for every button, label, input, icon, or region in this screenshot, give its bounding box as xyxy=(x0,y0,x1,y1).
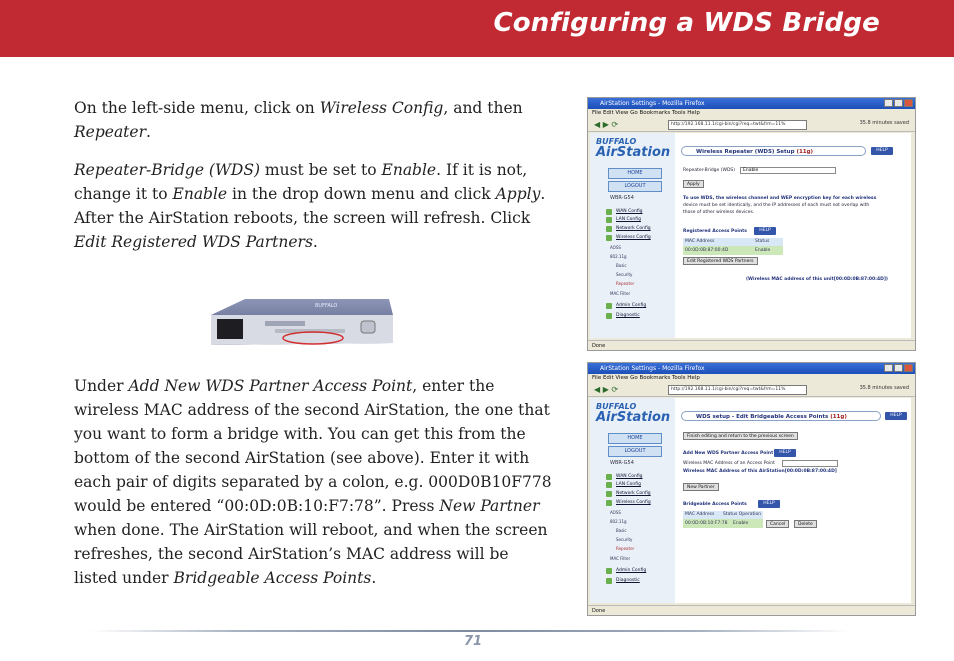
col-mac: MAC Address xyxy=(685,239,715,244)
text-run: , and then xyxy=(443,99,523,117)
brand-logo: BUFFALO xyxy=(596,402,637,411)
emphasis-bridgeable-aps: Bridgeable Access Points xyxy=(173,569,372,587)
add-new-partner-label: Add New WDS Partner Access Point xyxy=(683,451,774,456)
window-titlebar xyxy=(588,363,915,374)
note-line-1: To use WDS, the wireless channel and WEP encryption key for each wireless xyxy=(683,196,877,201)
screenshot-wds-setup xyxy=(587,97,916,351)
text-run: . xyxy=(371,569,377,587)
delete-button[interactable]: Delete xyxy=(794,520,817,528)
submenu-repeater[interactable]: Repeater xyxy=(616,546,635,551)
section-heading xyxy=(681,146,866,156)
instruction-paragraph-1 xyxy=(74,96,554,144)
router-content xyxy=(678,398,910,603)
table-header xyxy=(683,511,763,519)
submenu-aoss[interactable]: AOSS xyxy=(610,510,621,515)
field-label: Repeater-Bridge (WDS) xyxy=(683,168,736,173)
row-status: Enable xyxy=(755,248,771,253)
menu-arrow-icon xyxy=(606,303,612,309)
heading-accent: (11g) xyxy=(796,149,814,155)
row-mac: 00:0D:0B:87:00:4D xyxy=(685,248,729,253)
browser-navbar xyxy=(588,383,915,397)
menu-diagnostic[interactable]: Diagnostic xyxy=(616,578,640,583)
browser-navbar xyxy=(588,118,915,132)
maximize-icon[interactable] xyxy=(894,99,903,107)
router-sidebar xyxy=(590,398,675,603)
heading-text: Wireless Repeater (WDS) Setup xyxy=(696,149,795,155)
browser-menubar[interactable]: File Edit View Go Bookmarks Tools Help xyxy=(592,110,700,116)
help-button[interactable]: HELP xyxy=(758,500,780,508)
minimize-icon[interactable] xyxy=(884,364,893,372)
menu-lan-config[interactable]: LAN Config xyxy=(616,217,641,222)
address-bar[interactable]: http://192.168.11.1/cgi-bin/cgi?req=twt&frm=11% xyxy=(668,120,807,130)
menu-arrow-icon xyxy=(606,500,612,506)
instruction-paragraph-3 xyxy=(74,374,554,590)
minimize-icon[interactable] xyxy=(884,99,893,107)
window-controls xyxy=(883,99,913,108)
repeater-bridge-select[interactable]: Enable xyxy=(740,167,836,174)
model-name: WBR-G54 xyxy=(610,195,634,201)
menu-wireless-config[interactable]: Wireless Config xyxy=(616,500,651,505)
maximize-icon[interactable] xyxy=(894,364,903,372)
header-bar xyxy=(0,0,954,57)
menu-arrow-icon xyxy=(606,491,612,497)
menu-arrow-icon xyxy=(606,226,612,232)
emphasis-apply: Apply xyxy=(495,185,541,203)
table-header xyxy=(683,238,783,246)
submenu-basic[interactable]: Basic xyxy=(616,528,627,533)
window-title: AirStation Settings - Mozilla Firefox xyxy=(600,365,705,372)
text-run: . If it is not, change it to xyxy=(74,161,528,203)
emphasis-enable: Enable xyxy=(172,185,228,203)
note-line-2: device must be set identically, and the IP addresses of each must not overlap with xyxy=(683,203,870,208)
menu-network-config[interactable]: Network Config xyxy=(616,491,651,496)
emphasis-enable: Enable xyxy=(381,161,437,179)
router-bottom-photo xyxy=(205,293,395,355)
router-brand-label: BUFFALO xyxy=(315,303,338,309)
router-sidebar xyxy=(590,133,675,338)
apply-button[interactable]: Apply xyxy=(683,180,704,188)
note-line-3: those of other wireless devices. xyxy=(683,210,755,215)
submenu-basic[interactable]: Basic xyxy=(616,263,627,268)
instruction-paragraph-2 xyxy=(74,158,554,254)
wireless-mac-note: (Wireless MAC address of this unit[00:0D:0B:87:00:4D]) xyxy=(746,277,888,282)
screenshot-edit-bridgeable-aps xyxy=(587,362,916,616)
menu-network-config[interactable]: Network Config xyxy=(616,226,651,231)
window-titlebar xyxy=(588,98,915,109)
footer-divider xyxy=(90,630,850,632)
product-logo: AirStation xyxy=(596,145,671,160)
address-bar[interactable]: http://192.168.11.1/cgi-bin/cgi?req=twt&frm=11% xyxy=(668,385,807,395)
emphasis-new-partner: New Partner xyxy=(439,497,540,515)
page-title: Configuring a WDS Bridge xyxy=(493,8,880,38)
menu-admin-config[interactable]: Admin Config xyxy=(616,303,647,308)
window-title: AirStation Settings - Mozilla Firefox xyxy=(600,100,705,107)
new-partner-button[interactable]: New Partner xyxy=(683,483,719,491)
help-button[interactable]: HELP xyxy=(871,147,893,155)
registered-aps-label: Registered Access Points xyxy=(683,229,747,234)
submenu-mac-filter[interactable]: MAC Filter xyxy=(610,556,631,561)
row-status: Enable xyxy=(733,521,749,526)
cancel-button[interactable]: Cancel xyxy=(766,520,789,528)
menu-arrow-icon xyxy=(606,474,612,480)
logout-button[interactable]: LOGOUT xyxy=(608,446,662,457)
finish-editing-button[interactable]: Finish editing and return to the previous screen xyxy=(683,432,798,440)
heading-text: WDS setup - Edit Bridgeable Access Points xyxy=(696,414,829,420)
back-forward-icon[interactable]: ◀ ▶ ⟳ xyxy=(594,385,619,394)
back-forward-icon[interactable]: ◀ ▶ ⟳ xyxy=(594,120,619,129)
heading-accent: (11g) xyxy=(830,414,847,420)
submenu-80211g[interactable]: 802.11g xyxy=(610,254,627,259)
menu-arrow-icon xyxy=(606,235,612,241)
col-status: Status xyxy=(755,239,770,244)
table-row xyxy=(683,246,783,255)
text-run: Under xyxy=(74,377,129,395)
addon-status: 35.8 minutes saved xyxy=(859,120,909,126)
router-content xyxy=(678,133,910,338)
submenu-mac-filter[interactable]: MAC Filter xyxy=(610,291,631,296)
menu-wan-config[interactable]: WAN Config xyxy=(616,474,643,479)
text-run: On the left-side menu, click on xyxy=(74,99,320,117)
help-button[interactable]: HELP xyxy=(885,412,907,420)
text-run: in the drop down menu and click xyxy=(227,185,496,203)
logout-button[interactable]: LOGOUT xyxy=(608,181,662,192)
close-icon[interactable] xyxy=(904,364,913,372)
menu-arrow-icon xyxy=(606,217,612,223)
col-status: Status Operation xyxy=(723,512,762,517)
menu-arrow-icon xyxy=(606,578,612,584)
menu-wan-config[interactable]: WAN Config xyxy=(616,209,643,214)
addon-status: 35.8 minutes saved xyxy=(859,385,909,391)
text-run: when done. The AirStation will reboot, and when the screen refreshes, the second AirStation’s MAC address will be listed under xyxy=(74,521,548,587)
router-admin-page xyxy=(590,398,911,603)
status-bar: Done xyxy=(588,605,915,615)
window-controls xyxy=(883,364,913,373)
home-button[interactable]: HOME xyxy=(608,168,662,179)
model-name: WBR-G54 xyxy=(610,460,634,466)
menu-arrow-icon xyxy=(606,313,612,319)
section-heading xyxy=(681,411,881,421)
col-mac: MAC Address xyxy=(685,512,715,517)
table-row xyxy=(683,519,763,528)
emphasis-wireless-config: Wireless Config xyxy=(319,99,444,117)
text-run: . xyxy=(312,233,318,251)
mac-field-label: Wireless MAC Address of an Access Point xyxy=(683,461,775,466)
bridgeable-aps-label: Bridgeable Access Points xyxy=(683,502,747,507)
menu-arrow-icon xyxy=(606,209,612,215)
submenu-repeater[interactable]: Repeater xyxy=(616,281,635,286)
menu-lan-config[interactable]: LAN Config xyxy=(616,482,641,487)
partner-mac-input[interactable] xyxy=(782,460,838,467)
emphasis-repeater-bridge: Repeater-Bridge (WDS) xyxy=(74,161,260,179)
text-run: , enter the wireless MAC address of the second AirStation, the one that you want to form a bridge with. You can get this from the bottom of the second AirStation (see above). Enter it with each pair of digits separated by a colon, e.g. 000D0B10F778 would be entered “00:0D:0B:10:F7:78”. Press xyxy=(74,377,552,515)
product-logo: AirStation xyxy=(596,410,671,425)
brand-logo: BUFFALO xyxy=(596,137,637,146)
emphasis-edit-registered: Edit Registered WDS Partners xyxy=(74,233,313,251)
text-run: . xyxy=(146,123,151,141)
this-airstation-mac: Wireless MAC Address of this AirStation[00:0D:0B:87:00:4D] xyxy=(683,469,837,474)
edit-registered-partners-button[interactable]: Edit Registered WDS Partners xyxy=(683,257,758,265)
text-run: must be set to xyxy=(260,161,382,179)
row-mac: 00:0D:0B:10:F7:78 xyxy=(685,521,728,526)
submenu-80211g[interactable]: 802.11g xyxy=(610,519,627,524)
status-bar: Done xyxy=(588,340,915,350)
router-admin-page xyxy=(590,133,911,338)
menu-arrow-icon xyxy=(606,482,612,488)
home-button[interactable]: HOME xyxy=(608,433,662,444)
help-button[interactable]: HELP xyxy=(774,449,796,457)
menu-admin-config[interactable]: Admin Config xyxy=(616,568,647,573)
page-number: 71 xyxy=(464,634,483,649)
browser-menubar[interactable]: File Edit View Go Bookmarks Tools Help xyxy=(592,375,700,381)
text-run: . After the AirStation reboots, the screen will refresh. Click xyxy=(74,185,546,227)
menu-wireless-config[interactable]: Wireless Config xyxy=(616,235,651,240)
submenu-aoss[interactable]: AOSS xyxy=(610,245,621,250)
emphasis-add-new-partner: Add New WDS Partner Access Point xyxy=(128,377,413,395)
emphasis-repeater: Repeater xyxy=(74,123,146,141)
menu-arrow-icon xyxy=(606,568,612,574)
menu-diagnostic[interactable]: Diagnostic xyxy=(616,313,640,318)
help-button[interactable]: HELP xyxy=(754,227,776,235)
close-icon[interactable] xyxy=(904,99,913,107)
submenu-security[interactable]: Security xyxy=(616,537,633,542)
submenu-security[interactable]: Security xyxy=(616,272,633,277)
